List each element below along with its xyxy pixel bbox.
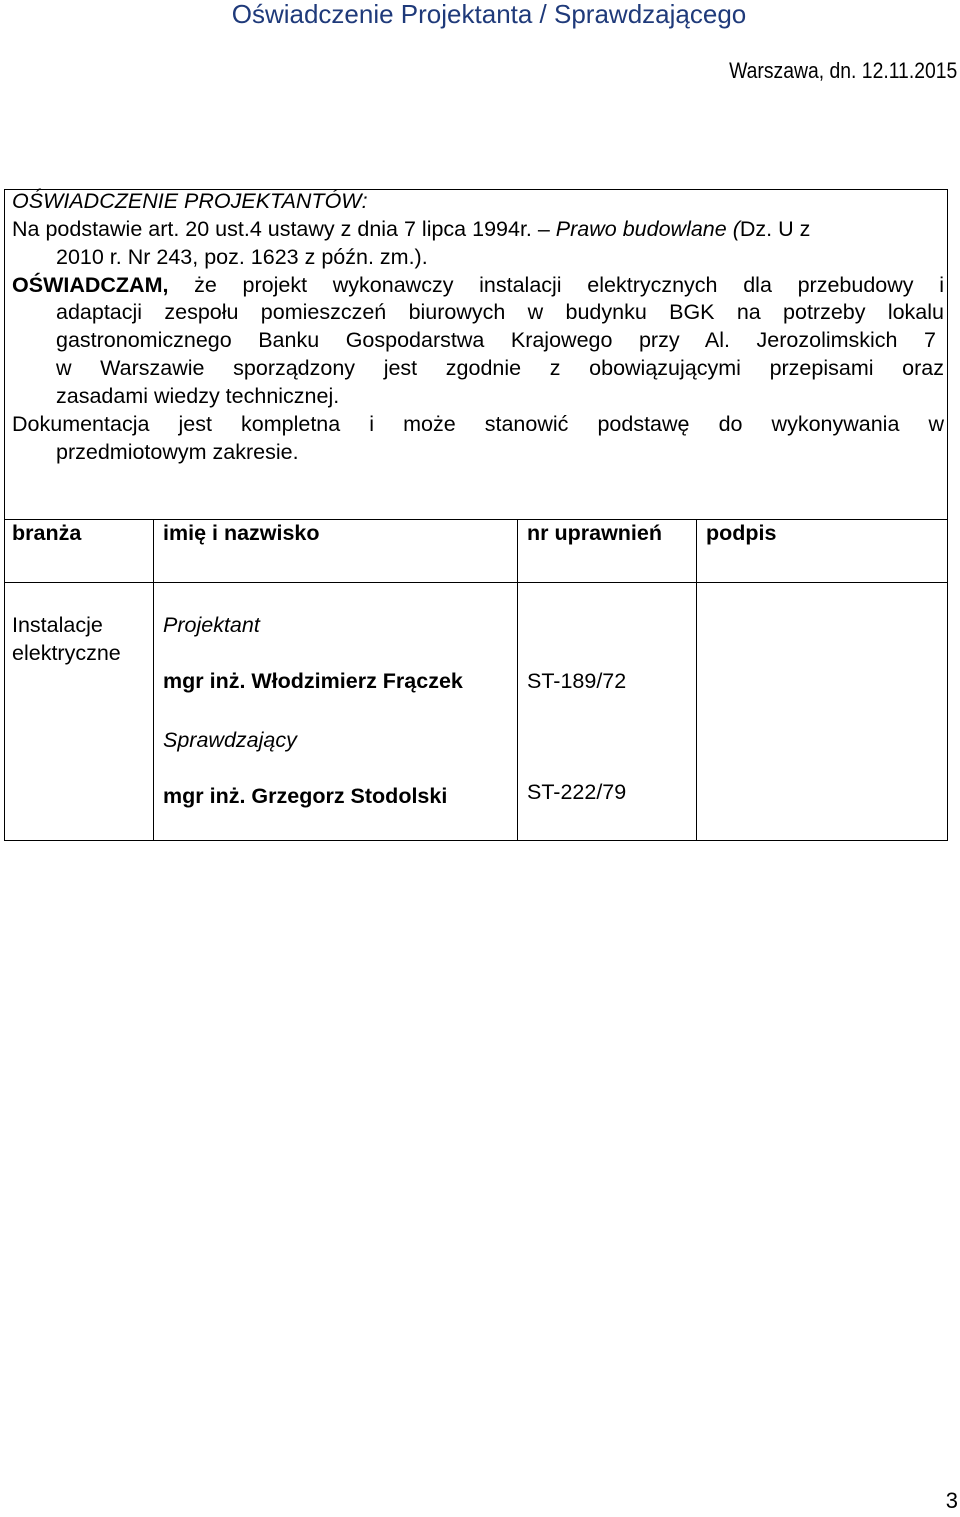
checker-role: Sprawdzający [163, 728, 297, 752]
checker-license: ST-222/79 [527, 780, 627, 804]
checker-name: mgr inż. Grzegorz Stodolski [163, 784, 448, 808]
statement-line-3: gastronomicznego Banku Gospodarstwa Krajowego przy Al. Jerozolimskich 7 [56, 328, 936, 352]
document-title: Oświadczenie Projektanta / Sprawdzającego [231, 0, 747, 29]
table-col-divider-1 [153, 519, 154, 841]
statement-text: że projekt wykonawczy instalacji elektrycznych dla przebudowy i [168, 273, 944, 297]
statement-line-1 [12, 272, 944, 300]
table-top-rule [4, 519, 948, 520]
header-signature: podpis [706, 521, 777, 545]
completeness-line-2: przedmiotowym zakresie. [56, 440, 299, 464]
legal-basis-text: Na podstawie art. 20 ust.4 ustawy z dnia 7 lipca 1994r. [12, 217, 538, 241]
header-branch: branża [12, 521, 82, 545]
table-header-bottom-rule [4, 582, 948, 583]
designer-role: Projektant [163, 613, 260, 637]
branch-line-1: Instalacje [12, 613, 103, 637]
date-line: Warszawa, dn. 12.11.2015 [728, 58, 957, 83]
legal-basis-act-name: Prawo budowlane ( [549, 217, 740, 241]
legal-basis-dash: – [537, 217, 550, 241]
table-col-divider-3 [696, 519, 697, 841]
legal-basis-line-2: 2010 r. Nr 243, poz. 1623 z późn. zm.). [56, 245, 428, 269]
legal-basis-journal: Dz. U z [739, 217, 811, 241]
completeness-line-1: Dokumentacja jest kompletna i może stanowić podstawę do wykonywania w [12, 412, 944, 436]
table-col-divider-2 [517, 519, 518, 841]
page-number: 3 [945, 1488, 958, 1513]
header-full-name: imię i nazwisko [163, 521, 320, 545]
statement-line-4: w Warszawie sporządzony jest zgodnie z obowiązującymi przepisami oraz [56, 356, 944, 380]
designer-name: mgr inż. Włodzimierz Frączek [163, 669, 463, 693]
header-license-number: nr uprawnień [527, 521, 662, 545]
statement-line-5: zasadami wiedzy technicznej. [56, 384, 340, 408]
designer-license: ST-189/72 [527, 669, 627, 693]
statement-line-2: adaptacji zespołu pomieszczeń biurowych w budynku BGK na potrzeby lokalu [56, 300, 944, 324]
legal-basis-line-1 [12, 216, 810, 244]
statement-keyword: OŚWIADCZAM, [12, 273, 169, 297]
declaration-heading: OŚWIADCZENIE PROJEKTANTÓW: [12, 189, 368, 213]
branch-line-2: elektryczne [12, 641, 121, 665]
